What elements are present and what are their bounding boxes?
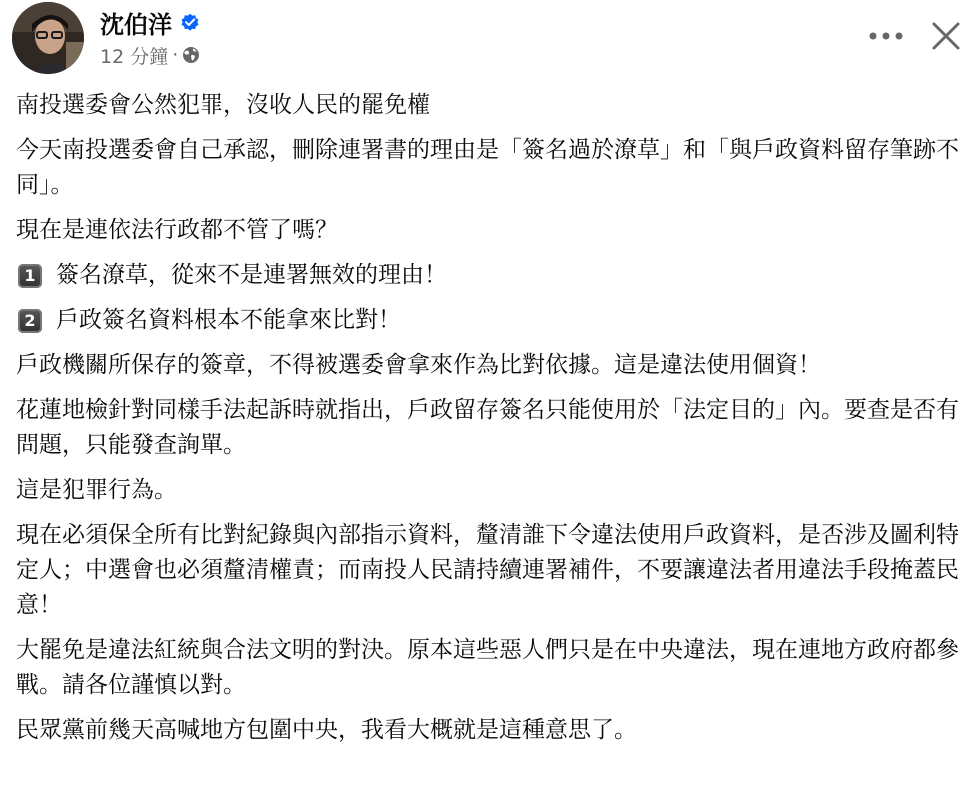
post-paragraph: 大罷免是違法紅統與合法文明的對決。原本這些惡人們只是在中央違法，現在連地方政府都參戰。請各位謹慎以對。 — [16, 637, 959, 698]
numbered-item-text: 戶政簽名資料根本不能拿來比對！ — [56, 307, 401, 333]
post-paragraph: 南投選委會公然犯罪，沒收人民的罷免權 — [16, 92, 430, 118]
post-paragraph: 現在是連依法行政都不管了嗎？ — [16, 217, 338, 243]
post-body — [16, 88, 966, 758]
meta-separator: · — [172, 44, 179, 66]
post-paragraph: 這是犯罪行為。 — [16, 477, 177, 503]
keycap-1-icon: 1 — [18, 264, 42, 288]
post-paragraph: 民眾黨前幾天高喊地方包圍中央，我看大概就是這種意思了。 — [16, 717, 637, 743]
more-horizontal-icon — [868, 31, 904, 41]
avatar[interactable] — [12, 2, 84, 74]
post-meta — [100, 42, 200, 68]
keycap-2-icon: 2 — [18, 309, 42, 333]
numbered-item-text: 簽名潦草，從來不是連署無效的理由！ — [56, 262, 447, 288]
post-timestamp[interactable]: 12 分鐘 — [100, 45, 169, 68]
post-paragraph: 今天南投選委會自己承認，刪除連署書的理由是「簽名過於潦草」和「與戶政資料留存筆跡不同」。 — [16, 137, 959, 198]
post-paragraph: 戶政機關所保存的簽章，不得被選委會拿來作為比對依據。這是違法使用個資！ — [16, 352, 821, 378]
post-header — [0, 0, 976, 80]
author-name[interactable]: 沈伯洋 — [100, 10, 172, 39]
post-paragraph: 現在必須保全所有比對紀錄與內部指示資料，釐清誰下令違法使用戶政資料，是否涉及圖利特定人；中選會也必須釐清權責；而南投人民請持續連署補件，不要讓違法者用違法手段掩蓋民意！ — [16, 522, 959, 618]
numbered-item — [16, 258, 966, 293]
post-paragraph: 花蓮地檢針對同樣手法起訴時就指出，戶政留存簽名只能使用於「法定目的」內。要查是否有問題，只能發查詢單。 — [16, 397, 959, 458]
author-row — [100, 6, 200, 38]
verified-badge-icon — [180, 12, 200, 32]
numbered-item — [16, 303, 966, 338]
close-button[interactable] — [922, 12, 970, 60]
more-options-button[interactable] — [858, 18, 914, 54]
globe-icon[interactable] — [182, 46, 200, 64]
close-icon — [931, 21, 961, 51]
